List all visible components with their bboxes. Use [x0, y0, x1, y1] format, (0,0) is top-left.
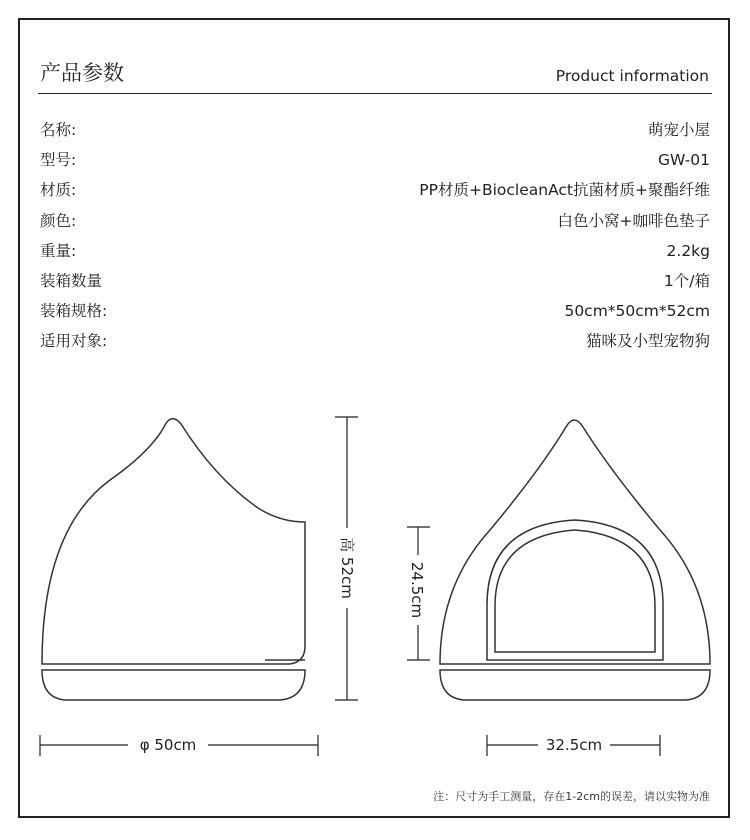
measurement-note: 注：尺寸为手工测量，存在1-2cm的误差，请以实物为准	[433, 790, 710, 803]
spec-list	[40, 115, 710, 357]
spec-row-quantity	[40, 266, 710, 296]
spec-label: 重量:	[40, 241, 77, 260]
spec-row-model	[40, 145, 710, 175]
spec-row-box-size	[40, 296, 710, 326]
spec-value: 萌宠小屋	[647, 121, 710, 139]
spec-row-target	[40, 326, 710, 356]
dimension-diagram	[0, 380, 750, 800]
spec-label: 型号:	[40, 151, 77, 170]
front-view-drawing	[440, 420, 710, 700]
spec-row-color	[40, 206, 710, 236]
door-height-label: 24.5cm	[408, 561, 426, 619]
diameter-label: φ 50cm	[139, 736, 197, 754]
spec-value: PP材质+BiocleanAct抗菌材质+聚酯纤维	[419, 181, 710, 200]
spec-label: 名称:	[40, 121, 77, 139]
spec-label: 装箱规格:	[40, 302, 108, 321]
door-width-label: 32.5cm	[545, 736, 603, 754]
spec-value: 2.2kg	[666, 241, 710, 260]
header-divider	[38, 93, 712, 94]
side-view-drawing	[42, 419, 305, 700]
spec-value: 猫咪及小型宠物狗	[585, 332, 710, 351]
height-label: 高 52cm	[338, 537, 356, 599]
section-title: 产品参数	[40, 61, 124, 85]
spec-row-material	[40, 175, 710, 205]
spec-row-weight	[40, 236, 710, 266]
section-subtitle: Product information	[555, 67, 709, 85]
spec-label: 适用对象:	[40, 332, 108, 351]
spec-value: 1个/箱	[663, 271, 710, 290]
spec-row-name	[40, 115, 710, 145]
spec-label: 材质:	[40, 181, 77, 200]
spec-value: GW-01	[657, 151, 710, 170]
spec-value: 白色小窝+咖啡色垫子	[557, 211, 710, 230]
spec-label: 颜色:	[40, 211, 77, 230]
spec-label: 装箱数量	[40, 271, 103, 290]
spec-value: 50cm*50cm*52cm	[564, 302, 710, 321]
